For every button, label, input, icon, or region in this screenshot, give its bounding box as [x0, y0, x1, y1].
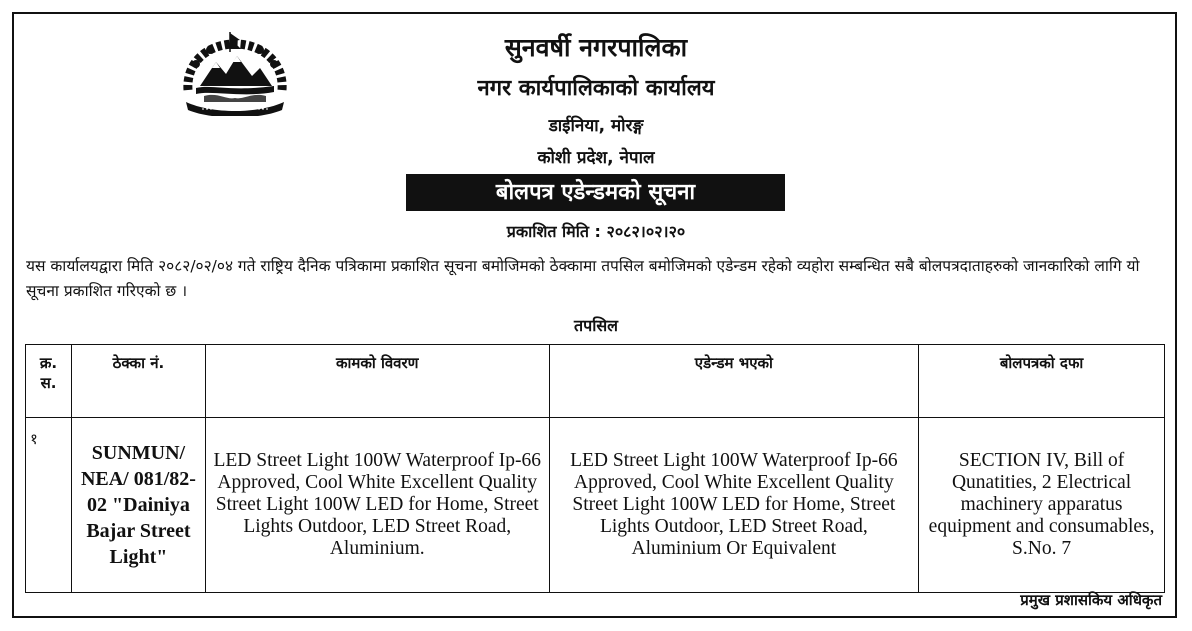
published-date: प्रकाशित मिति : २०८२।०२।२० — [506, 222, 686, 241]
office-location: डाईनिया, मोरङ्ग — [548, 116, 644, 136]
municipality-name: सुनवर्षी नगरपालिका — [504, 33, 688, 62]
table-header-row — [26, 345, 1165, 418]
column-header-addendum: एडेन्डम भएको — [549, 345, 919, 418]
column-header-clause: बोलपत्रको दफा — [919, 345, 1165, 418]
signatory: प्रमुख प्रशासकिय अधिकृत — [1020, 591, 1162, 609]
cell-clause: SECTION IV, Bill of Qunatities, 2 Electrical machinery apparatus equipment and consumables, S.No. 7 — [919, 418, 1165, 593]
notice-body: यस कार्यालयद्वारा मिति २०८२/०२/०४ गते राष्ट्रिय दैनिक पत्रिकामा प्रकाशित सूचना बमोजिमको ठेक्कामा तपसिल बमोजिमको एडेन्डम रहेको व्यहोरा सम्बन्धित सबै बोलपत्रदाताहरुको जानकारिको लागि यो सूचना प्रकाशित गरिएको छ । — [26, 257, 1140, 300]
cell-addendum: LED Street Light 100W Waterproof Ip-66 Approved, Cool White Excellent Quality Street Light 100W LED for Home, Street Lights Outdoor, LED Street Road, Aluminium Or Equivalent — [549, 418, 919, 593]
table-row — [26, 418, 1165, 593]
column-header-sn: क्र. स. — [26, 345, 72, 418]
addendum-table — [25, 344, 1165, 593]
column-header-contract-no: ठेक्का नं. — [71, 345, 205, 418]
cell-contract-no: SUNMUN/ NEA/ 081/82-02 "Dainiya Bajar Street Light" — [71, 418, 205, 593]
notice-title: बोलपत्र एडेन्डमको सूचना — [406, 174, 785, 211]
province-name: कोशी प्रदेश, नेपाल — [537, 148, 655, 168]
cell-description: LED Street Light 100W Waterproof Ip-66 Approved, Cool White Excellent Quality Street Light 100W LED for Home, Street Lights Outdoor, LED Street Road, Aluminium. — [205, 418, 549, 593]
column-header-description: कामको विवरण — [205, 345, 549, 418]
cell-sn: १ — [26, 418, 72, 593]
details-heading: तपसिल — [573, 316, 619, 335]
office-name: नगर कार्यपालिकाको कार्यालय — [477, 76, 715, 101]
